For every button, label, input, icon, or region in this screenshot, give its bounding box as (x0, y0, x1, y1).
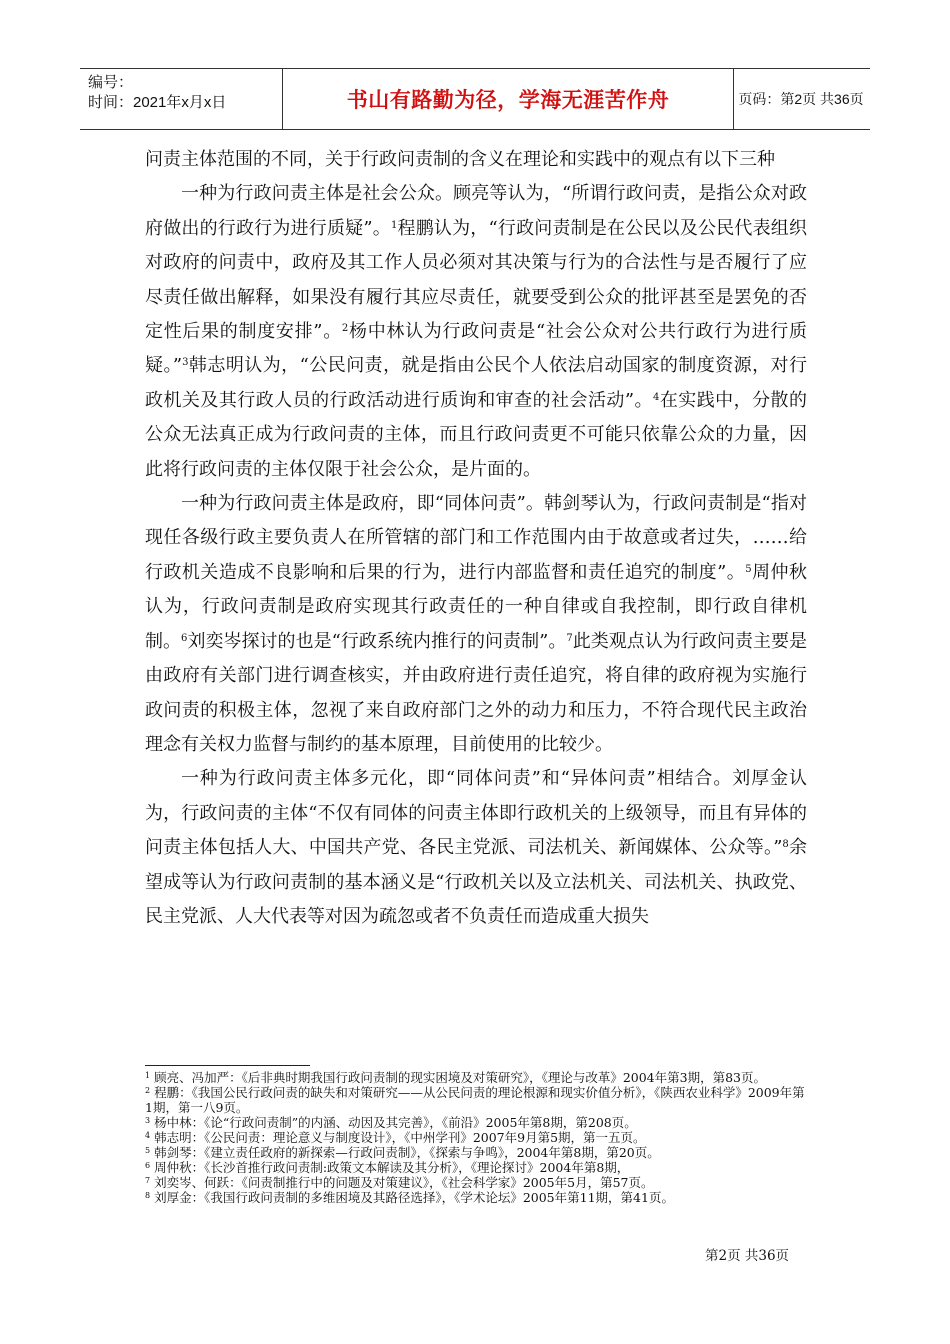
paragraph-text: 一种为行政问责主体是政府，即“同体问责”。韩剑琴认为，行政问责制是“指对现任各级行政主要负责人在所管辖的部门和工作范围内由于故意或者过失，……给行政机关造成不良影响和后果的行为，进行内部监督和责任追究的制度”。 (145, 493, 807, 583)
footnote-number: 5 (145, 1146, 151, 1155)
footnote-text: 顾亮、冯加严：《后非典时期我国行政问责制的现实困境及对策研究》，《理论与改革》2004年第3期，第83页。 (150, 1070, 766, 1085)
footnote-reference: 2 (341, 323, 349, 335)
footnote-text: 周仲秋：《长沙首推行政问责制:政策文本解读及其分析》，《理论探讨》2004年第8期， (150, 1160, 630, 1175)
paragraph-text: 此类观点认为行政问责主要是由政府有关部门进行调查核实，并由政府进行责任追究，将自律的政府视为实施行政问责的积极主体，忽视了来自政府部门之外的动力和压力，不符合现代民主政治理念有关权力监督与制约的基本原理，目前使用的比较少。 (145, 630, 808, 755)
body-text (145, 143, 807, 934)
body-paragraph (145, 177, 807, 487)
footnote-number: 2 (145, 1086, 151, 1095)
footnote-number: 7 (145, 1176, 151, 1185)
footnote-item (145, 1160, 807, 1175)
paragraph-text: 程鹏认为，“行政问责制是在公民以及公民代表组织对政府的问责中，政府及其工作人员必须对其决策与行为的合法性与是否履行了应尽责任做出解释，如果没有履行其应尽责任，就要受到公众的批评甚至是罢免的否定性后果的制度安排”。 (145, 217, 807, 343)
header-page-code: 页码：第2页 共36页 (738, 91, 864, 107)
body-paragraph (145, 487, 807, 762)
footnote-reference: 3 (182, 357, 189, 369)
footnote-item (145, 1070, 807, 1085)
footnote-reference: 4 (652, 391, 660, 403)
footnote-number: 8 (145, 1191, 151, 1200)
footnote-item (145, 1190, 807, 1205)
paragraph-text: 周仲秋认为，行政问责制是政府实现其行政责任的一种自律或自我控制，即行政自律机制。 (145, 561, 808, 652)
footnote-reference: 8 (782, 839, 789, 851)
footnote-text: 韩志明：《公民问责：理论意义与制度设计》，《中州学刊》2007年9月第5期，第一五页。 (150, 1130, 646, 1145)
footnote-item (145, 1115, 807, 1130)
paragraph-text: 问责主体范围的不同，关于行政问责制的含义在理论和实践中的观点有以下三种 (145, 149, 775, 170)
paragraph-text: 刘奕岑探讨的也是“行政系统内推行的问责制”。 (187, 630, 567, 652)
page-footer: 第2页 共36页 (705, 1248, 790, 1264)
footnote-item (145, 1085, 807, 1115)
footnote-text: 刘奕岑、何跃：《问责制推行中的问题及对策建议》，《社会科学家》2005年5月，第57页。 (150, 1175, 654, 1190)
page-header (80, 68, 870, 130)
footnote-reference: 7 (566, 632, 573, 644)
footnote-reference: 6 (181, 632, 188, 644)
footnote-text: 刘厚金：《我国行政问责制的多维困境及其路径选择》，《学术论坛》2005年第11期，第41页。 (150, 1190, 674, 1205)
body-paragraph (145, 762, 807, 934)
header-motto: 书山有路勤为径，学海无涯苦作舟 (346, 88, 670, 112)
header-meta (80, 69, 280, 129)
footnote-number: 6 (145, 1161, 151, 1170)
footnote-number: 3 (145, 1116, 151, 1125)
footnote-text: 杨中林：《论“行政问责制”的内涵、动因及其完善》，《前沿》2005年第8期，第208页。 (150, 1115, 637, 1130)
paragraph-text: 一种为行政问责主体是社会公众。顾亮等认为，“所谓行政问责，是指公众对政府做出的行政行为进行质疑”。 (145, 183, 807, 239)
paragraph-text: 杨中林认为行政问责是“社会公众对公共行政行为进行质疑。” (145, 321, 808, 377)
footnote-number: 4 (145, 1131, 151, 1140)
footnote-separator (145, 1065, 310, 1066)
footnote-item (145, 1130, 807, 1145)
footnote-item (145, 1175, 807, 1190)
footnote-text: 韩剑琴：《建立责任政府的新探索—行政问责制》，《探索与争鸣》，2004年第8期，第20页。 (150, 1145, 660, 1160)
document-time-label: 时间：2021年x月x日 (88, 94, 227, 111)
footnote-text: 程鹏：《我国公民行政问责的缺失和对策研究——从公民问责的理论根源和现实价值分析》，《陕西农业科学》2009年第1期，第一八9页。 (145, 1085, 805, 1115)
footnote-number: 1 (145, 1071, 151, 1080)
footnote-reference: 1 (390, 219, 398, 231)
footnote-item (145, 1145, 807, 1160)
body-paragraph (145, 143, 807, 177)
paragraph-text: 一种为行政问责主体多元化，即“同体问责”和“异体问责”相结合。刘厚金认为，行政问责的主体“不仅有同体的问责主体即行政机关的上级领导，而且有异体的问责主体包括人大、中国共产党、各民主党派、司法机关、新闻媒体、公众等。” (145, 768, 807, 859)
document-number-label: 编号： (88, 74, 134, 91)
paragraph-text: 韩志明认为，“公民问责，就是指由公民个人依法启动国家的制度资源，对行政机关及其行政人员的行政活动进行质询和审查的社会活动”。 (145, 355, 808, 411)
header-motto-cell (282, 69, 734, 129)
footnote-reference: 5 (745, 563, 752, 575)
paragraph-text: 余望成等认为行政问责制的基本涵义是“行政机关以及立法机关、司法机关、执政党、民主党派、人大代表等对因为疏忽或者不负责任而造成重大损失 (145, 837, 808, 927)
paragraph-text: 在实践中，分散的公众无法真正成为行政问责的主体，而且行政问责更不可能只依靠公众的力量，因此将行政问责的主体仅限于社会公众，是片面的。 (145, 389, 808, 480)
footnotes (145, 1070, 807, 1205)
